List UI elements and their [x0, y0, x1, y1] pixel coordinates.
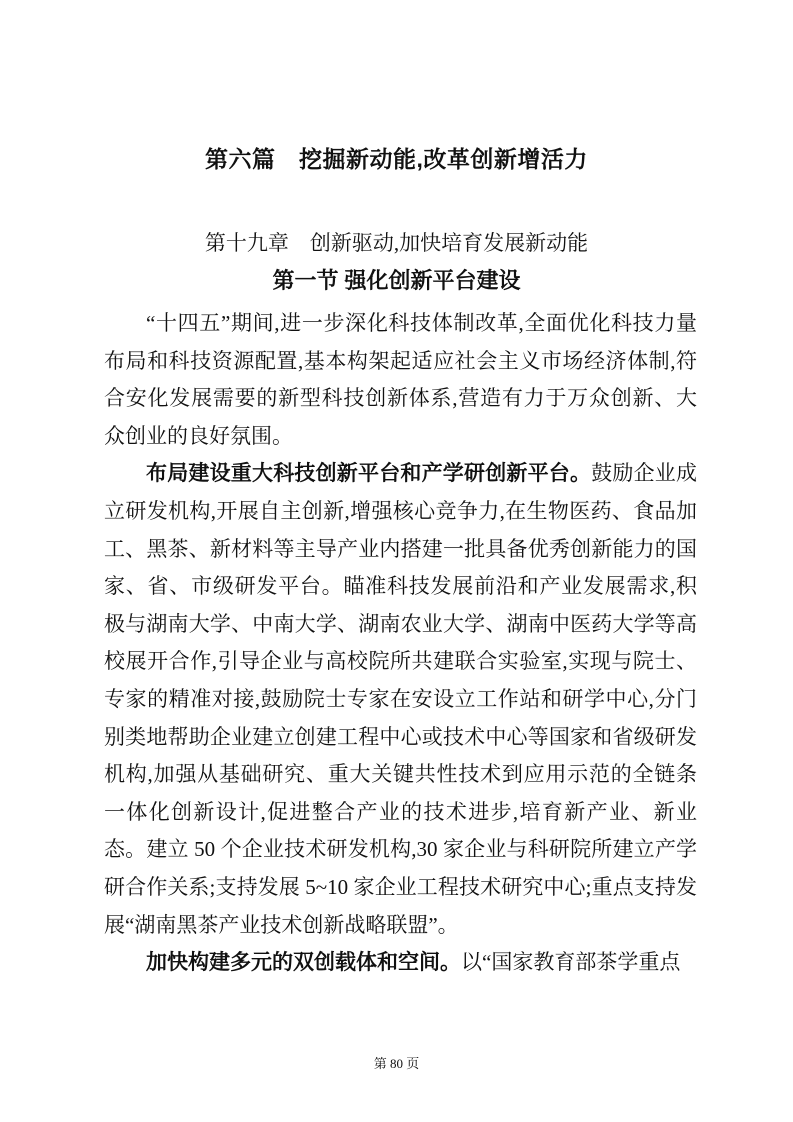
- paragraph-incubators-text: 以“国家教育部茶学重点: [461, 950, 681, 975]
- paragraph-platforms-text: 鼓励企业成立研发机构,开展自主创新,增强核心竞争力,在生物医药、食品加工、黑茶、新材料等主导产业内搭建一批具备优秀创新能力的国家、省、市级研发平台。瞄准科技发展前沿和产业发展需求,积极与湖南大学、中南大学、湖南农业大学、湖南中医药大学等高校展开合作,引导企业与高校院所共建联合实验室,实现与院士、专家的精准对接,鼓励院士专家在安设立工作站和研学中心,分门别类地帮助企业建立创建工程中心或技术中心等国家和省级研发机构,加强从基础研究、重大关键共性技术到应用示范的全链条一体化创新设计,促进整合产业的技术进步,培育新产业、新业态。建立 50 个企业技术研发机构,30 家企业与科研院所建立产学研合作关系;支持发展 5~10 家企业工程技术研究中心;重点支持发展“湖南黑茶产业技术创新战略联盟”。: [104, 461, 698, 937]
- body-text: [104, 305, 697, 982]
- page-number: 第 80 页: [373, 1056, 420, 1071]
- chapter-title: 第十九章 创新驱动,加快培育发展新动能: [204, 231, 589, 255]
- paragraph-platforms: [104, 455, 697, 944]
- paragraph-incubators: [104, 944, 697, 982]
- section-title: 第一节 强化创新平台建设: [272, 268, 521, 293]
- paragraph-intro-text: “十四五”期间,进一步深化科技体制改革,全面优化科技力量布局和科技资源配置,基本构架起适应社会主义市场经济体制,符合安化发展需要的新型科技创新体系,营造有力于万众创新、大众创业的良好氛围。: [104, 311, 697, 448]
- paragraph-incubators-lead: 加快构建多元的双创载体和空间。: [146, 950, 461, 975]
- paragraph-intro: [104, 305, 697, 455]
- paragraph-platforms-lead: 布局建设重大科技创新平台和产学研创新平台。: [146, 461, 592, 486]
- page-footer: [0, 1055, 793, 1073]
- part-title: 第六篇 挖掘新动能,改革创新增活力: [205, 146, 588, 172]
